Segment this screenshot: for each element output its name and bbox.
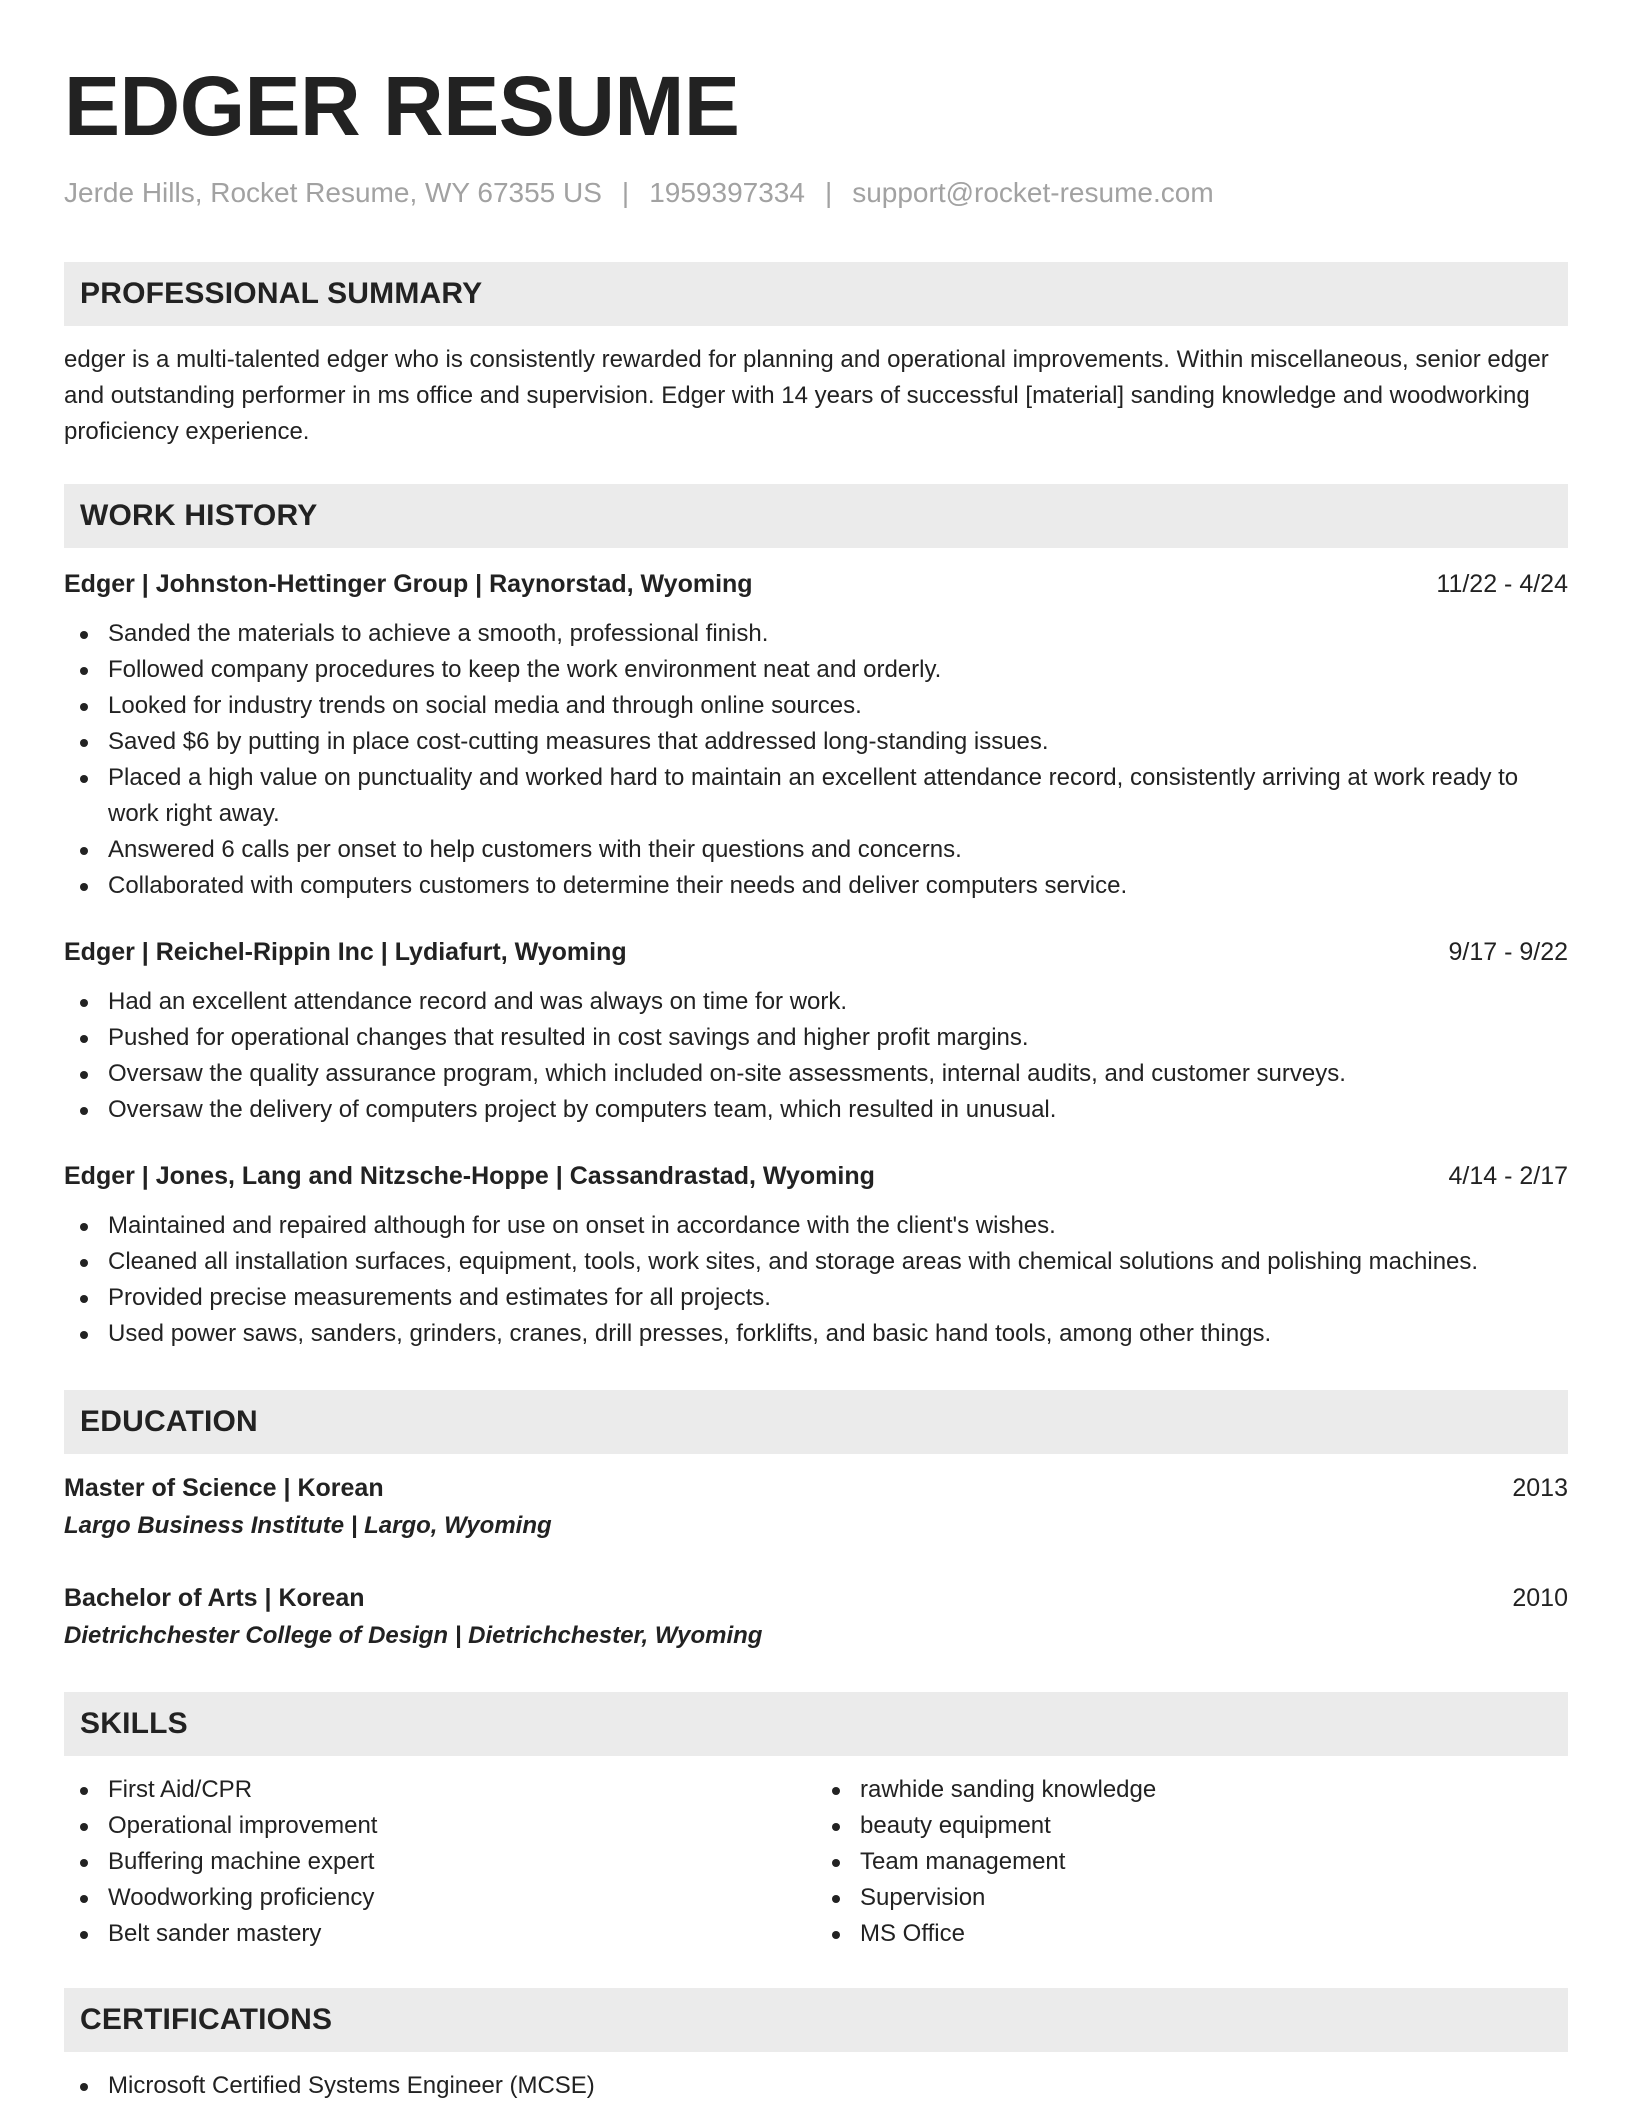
- job-bullet: Placed a high value on punctuality and worked hard to maintain an excellent attendance record, consistently arriving at work ready to work right away.: [64, 760, 1568, 832]
- skill-item: First Aid/CPR: [64, 1772, 816, 1808]
- job-bullets: [64, 616, 1568, 904]
- education-school: Largo Business Institute | Largo, Wyoming: [64, 1512, 552, 1539]
- education-degree: Bachelor of Arts | Korean: [64, 1584, 365, 1612]
- job-bullet: Oversaw the quality assurance program, which included on-site assessments, internal audits, and customer surveys.: [64, 1056, 1568, 1092]
- skills-list: [816, 1772, 1568, 1952]
- job-bullet: Had an excellent attendance record and was always on time for work.: [64, 984, 1568, 1020]
- job-bullet: Maintained and repaired although for use on onset in accordance with the client's wishes.: [64, 1208, 1568, 1244]
- section-header-summary: PROFESSIONAL SUMMARY: [64, 262, 1568, 326]
- job-bullets: [64, 984, 1568, 1128]
- skill-item: beauty equipment: [816, 1808, 1568, 1844]
- resume-name: EDGER RESUME: [64, 59, 740, 153]
- section-header-certifications: CERTIFICATIONS: [64, 1988, 1568, 2052]
- job-header: [64, 566, 1568, 602]
- skills-grid: [64, 1772, 1568, 1952]
- skills-column-right: [816, 1772, 1568, 1952]
- job-title: Edger | Johnston-Hettinger Group | Raynorstad, Wyoming: [64, 570, 753, 598]
- section-header-skills: SKILLS: [64, 1692, 1568, 1756]
- job-dates: 4/14 - 2/17: [1448, 1162, 1568, 1190]
- education-year: 2013: [1512, 1474, 1568, 1502]
- job-bullet: Saved $6 by putting in place cost-cutting measures that addressed long-standing issues.: [64, 724, 1568, 760]
- contact-separator: |: [621, 177, 630, 208]
- job-bullet: Pushed for operational changes that resulted in cost savings and higher profit margins.: [64, 1020, 1568, 1056]
- summary-text: edger is a multi-talented edger who is consistently rewarded for planning and operational improvements. Within miscellaneous, senior edger and outstanding performer in ms office and supervision. Edger with 14 years of successful [material] sanding knowledge and woodworking proficiency experience.: [64, 346, 1549, 445]
- section-header-education: EDUCATION: [64, 1390, 1568, 1454]
- skill-item: Supervision: [816, 1880, 1568, 1916]
- job-bullet: Used power saws, sanders, grinders, cranes, drill presses, forklifts, and basic hand tools, among other things.: [64, 1316, 1568, 1352]
- education-entry: [64, 1470, 1568, 1544]
- job-header: [64, 1158, 1568, 1194]
- skills-column-left: [64, 1772, 816, 1952]
- job-entry: [64, 566, 1568, 904]
- education-header: [64, 1580, 1568, 1616]
- education-entry: [64, 1580, 1568, 1654]
- contact-email: support@rocket-resume.com: [852, 177, 1214, 208]
- skill-item: Team management: [816, 1844, 1568, 1880]
- job-bullet: Followed company procedures to keep the work environment neat and orderly.: [64, 652, 1568, 688]
- job-bullet: Oversaw the delivery of computers project by computers team, which resulted in unusual.: [64, 1092, 1568, 1128]
- job-dates: 11/22 - 4/24: [1436, 570, 1568, 598]
- section-header-work-history: WORK HISTORY: [64, 484, 1568, 548]
- contact-separator: |: [824, 177, 833, 208]
- job-bullet: Answered 6 calls per onset to help customers with their questions and concerns.: [64, 832, 1568, 868]
- skill-item: Belt sander mastery: [64, 1916, 816, 1952]
- job-title: Edger | Jones, Lang and Nitzsche-Hoppe | Cassandrastad, Wyoming: [64, 1162, 875, 1190]
- skill-item: MS Office: [816, 1916, 1568, 1952]
- job-dates: 9/17 - 9/22: [1448, 938, 1568, 966]
- education-school: Dietrichchester College of Design | Dietrichchester, Wyoming: [64, 1622, 763, 1649]
- skill-item: Buffering machine expert: [64, 1844, 816, 1880]
- job-bullet: Sanded the materials to achieve a smooth, professional finish.: [64, 616, 1568, 652]
- skill-item: Operational improvement: [64, 1808, 816, 1844]
- job-bullets: [64, 1208, 1568, 1352]
- job-bullet: Cleaned all installation surfaces, equipment, tools, work sites, and storage areas with chemical solutions and polishing machines.: [64, 1244, 1568, 1280]
- education-header: [64, 1470, 1568, 1506]
- certifications-list: [64, 2068, 1568, 2104]
- job-entry: [64, 1158, 1568, 1352]
- skills-list: [64, 1772, 816, 1952]
- job-entry: [64, 934, 1568, 1128]
- education-degree: Master of Science | Korean: [64, 1474, 384, 1502]
- skill-item: Woodworking proficiency: [64, 1880, 816, 1916]
- contact-line: [64, 176, 1568, 210]
- job-bullet: Collaborated with computers customers to determine their needs and deliver computers service.: [64, 868, 1568, 904]
- job-bullet: Looked for industry trends on social media and through online sources.: [64, 688, 1568, 724]
- certification-item: Microsoft Certified Systems Engineer (MCSE): [64, 2068, 1568, 2104]
- contact-address: Jerde Hills, Rocket Resume, WY 67355 US: [64, 177, 602, 208]
- job-bullet: Provided precise measurements and estimates for all projects.: [64, 1280, 1568, 1316]
- job-header: [64, 934, 1568, 970]
- skill-item: rawhide sanding knowledge: [816, 1772, 1568, 1808]
- education-year: 2010: [1512, 1584, 1568, 1612]
- contact-phone: 1959397334: [649, 177, 805, 208]
- job-title: Edger | Reichel-Rippin Inc | Lydiafurt, Wyoming: [64, 938, 627, 966]
